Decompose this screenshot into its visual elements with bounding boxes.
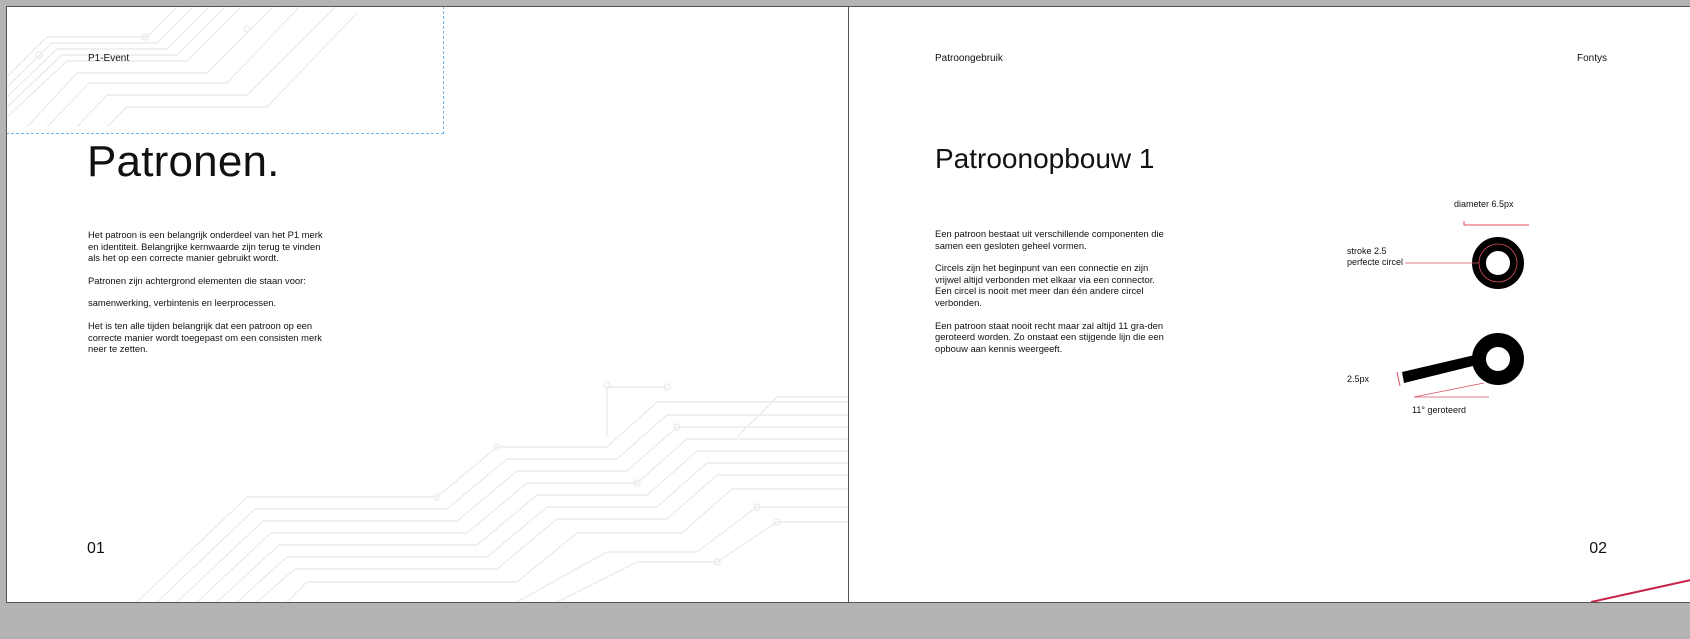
circle-connector-icon — [1479, 244, 1517, 282]
paragraph: Circels zijn het beginpunt van een connectie en zijn vrijwel altijd verbonden met elkaar via een connector. Een circel is nooit met meer dan één andere circel verbonden. — [935, 262, 1155, 308]
stroke-label-line2: perfecte circel — [1347, 257, 1404, 267]
paragraph: Een patroon bestaat uit verschillende componenten die samen een gesloten geheel vormen. — [935, 228, 1164, 251]
paragraph: samenwerking, verbintenis en leerprocessen. — [88, 297, 277, 309]
circuit-pattern-bottom — [137, 377, 848, 602]
page-number: 01 — [87, 540, 105, 557]
page-title: Patroonopbouw 1 — [935, 143, 1155, 174]
document-spread — [6, 6, 1690, 603]
page-title: Patronen. — [87, 137, 280, 186]
pattern-construction-diagram — [1389, 207, 1529, 407]
angle-line — [1414, 383, 1484, 397]
diameter-bracket — [1464, 221, 1529, 225]
selection-guide — [7, 7, 444, 134]
width-marker — [1397, 372, 1400, 386]
diameter-label: diameter 6.5px — [1454, 199, 1514, 209]
circle-connector-icon — [1479, 340, 1517, 378]
stroke-guide — [1479, 244, 1517, 282]
right-page — [849, 7, 1690, 602]
left-page — [7, 7, 849, 602]
paragraph: Het is ten alle tijden belangrijk dat een patroon op een correcte manier wordt toegepast om een consisten merk neer te zetten. — [88, 319, 322, 355]
running-header: P1-Event — [88, 53, 130, 64]
body-text — [935, 228, 1170, 365]
paragraph: Een patroon staat nooit recht maar zal altijd 11 gra-den geroteerd worden. Zo onstaat een stijgende lijn die een opbouw aan kennis weergeeft. — [935, 319, 1164, 354]
stroke-label — [1347, 246, 1403, 268]
page-number: 02 — [1589, 540, 1607, 557]
body-text — [88, 229, 323, 366]
stroke-label-line1: stroke 2.5 — [1347, 246, 1387, 256]
brand-name: Fontys — [1576, 53, 1607, 64]
rotation-label: 11° geroteerd — [1412, 405, 1466, 415]
paragraph: Patronen zijn achtergrond elementen die staan voor: — [88, 274, 306, 286]
width-label: 2.5px — [1347, 374, 1370, 384]
running-header: Patroongebruik — [935, 53, 1003, 64]
connector-bar — [1402, 354, 1481, 383]
paragraph: Het patroon is een belangrijk onderdeel van het P1 merk en identiteit. Belangrijke kernwaarde zijn terug te vinden als het op een correcte manier gebruikt wordt. — [88, 229, 323, 264]
brand-stripe — [1591, 578, 1690, 602]
